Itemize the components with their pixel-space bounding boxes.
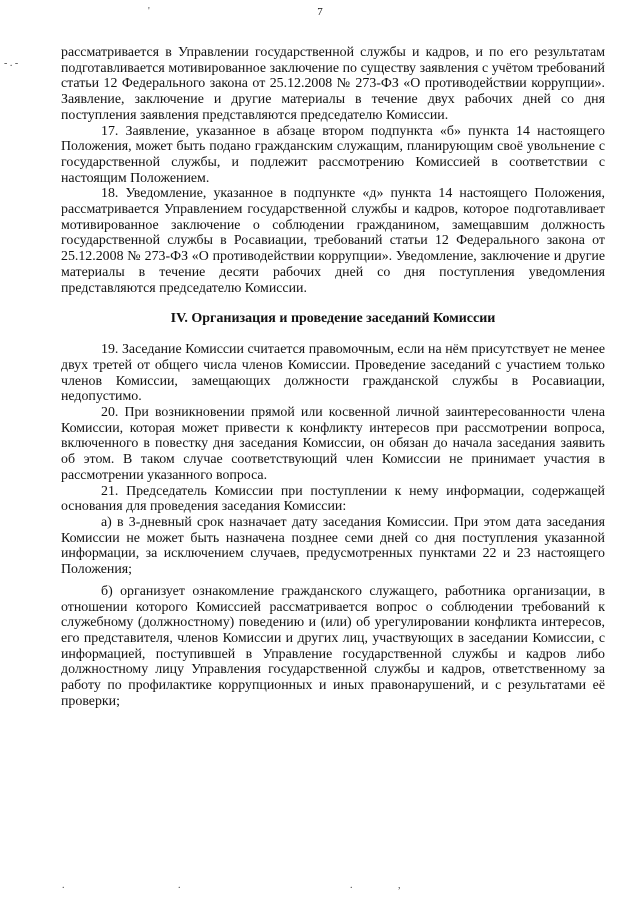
- section-heading: IV. Организация и проведение заседаний Комиссии: [170, 311, 496, 327]
- scan-artifact-mark: .: [178, 880, 181, 891]
- paragraph-20: 20. При возникновении прямой или косвенной личной заинтересованности члена Комиссии, которая может привести к конфликту интересов при рассмотрении вопроса, включенного в повестку дня заседания Комиссии, он обязан до начала заседания заявить об этом. В таком случае соответствующий член Комиссии не принимает участия в рассмотрении указанного вопроса.: [61, 405, 605, 483]
- paragraph-19: 19. Заседание Комиссии считается правомочным, если на нём присутствует не менее двух третей от общего числа членов Комиссии. Проведение заседаний с участием только членов Комиссии, замещающих должности гражданской службы в Росавиации, недопустимо.: [61, 342, 605, 405]
- paragraph-21: 21. Председатель Комиссии при поступлении к нему информации, содержащей основания для проведения заседания Комиссии:: [61, 483, 605, 515]
- scan-artifact-mark: .: [350, 880, 353, 891]
- paragraph-21-b: б) организует ознакомление гражданского служащего, работника организации, в отношении которого Комиссией рассматривается вопрос о соблюдении требований к служебному (должностному) поведению и (или) об урегулировании конфликта интересов, его представителя, членов Комиссии и других лиц, участвующих в заседании Комиссии, с информацией, поступившей в Управление государственной службы и кадров либо должностному лицу Управления государственной службы и кадров, ответственному за работу по профилактике коррупционных и иных правонарушений, и с результатами её проверки;: [61, 583, 605, 709]
- paragraph-18: 18. Уведомление, указанное в подпункте «д» пункта 14 настоящего Положения, рассматривается Управлением государственной службы и кадров, которое подготавливает мотивированное заключение о соблюдении гражданином, замещавшим должность государственной службы в Росавиации, требований статьи 12 Федерального закона от 25.12.2008 № 273-ФЗ «О противодействии коррупции». Уведомление, заключение и другие материалы в течение десяти рабочих дней со дня поступления уведомления представляются председателю Комиссии.: [61, 186, 605, 296]
- scan-artifact-mark: .: [62, 880, 65, 891]
- paragraph-21-a: а) в 3-дневный срок назначает дату заседания Комиссии. При этом дата заседания Комиссии не может быть назначена позднее семи дней со дня поступления указанной информации, за исключением случаев, предусмотренных пунктами 22 и 23 настоящего Положения;: [61, 514, 605, 578]
- scan-artifact-mark: ': [148, 6, 150, 17]
- paragraph-continuation: рассматривается в Управлении государственной службы и кадров, и по его результатам подготавливается мотивированное заключение по существу заявления с учётом требований статьи 12 Федерального закона от 25.12.2008 № 273-ФЗ «О противодействии коррупции». Заявление, заключение и другие материалы в течение двух рабочих дней со дня поступления заявления представляются председателю Комиссии.: [61, 45, 605, 123]
- paragraph-17: 17. Заявление, указанное в абзаце втором подпункта «б» пункта 14 настоящего Положения, может быть подано гражданским служащим, планирующим своё увольнение с государственной службы, и подлежит рассмотрению Комиссией в соответствии с настоящим Положением.: [61, 123, 605, 186]
- page-number: 7: [317, 6, 323, 18]
- scan-artifact-mark: ,: [398, 880, 401, 891]
- scan-artifact-mark: - . -: [4, 58, 19, 69]
- document-body: [61, 45, 605, 709]
